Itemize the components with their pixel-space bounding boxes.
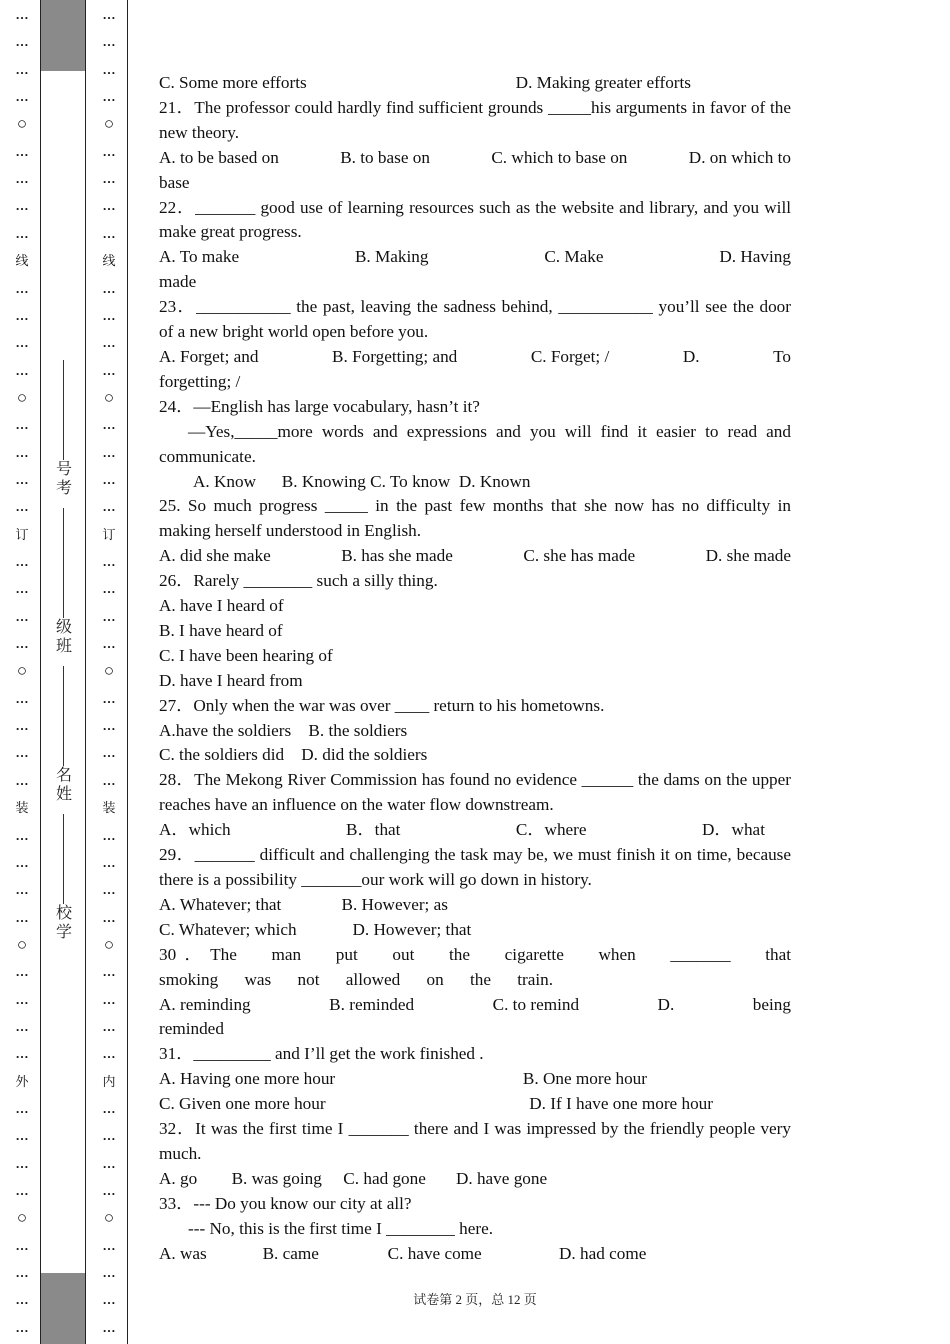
option-line: A. go B. was going C. had gone D. have gone bbox=[159, 1168, 548, 1188]
question-26: 26．Rarely ________ such a silly thing. bbox=[159, 571, 438, 591]
margin-dots: … bbox=[102, 34, 116, 50]
option-continuation: forgetting; / bbox=[159, 371, 241, 391]
margin-dots: … bbox=[102, 444, 116, 460]
info-label: 校 bbox=[55, 905, 72, 922]
option-line: C. Whatever; which D. However; that bbox=[159, 919, 472, 939]
outer-margin-marks bbox=[9, 0, 35, 1344]
margin-dots: … bbox=[15, 307, 29, 323]
option: B．that bbox=[346, 820, 401, 840]
margin-dots: … bbox=[102, 61, 116, 77]
info-label: 级 bbox=[55, 619, 72, 636]
margin-label: 装 bbox=[15, 800, 29, 816]
option: C．where bbox=[515, 820, 587, 840]
margin-dots: … bbox=[15, 280, 29, 296]
option-line: A.have the soldiers B. the soldiers bbox=[159, 720, 408, 740]
margin-dots: … bbox=[102, 581, 116, 597]
margin-circle-icon: ○ bbox=[103, 661, 115, 681]
option: A. Forget; and bbox=[159, 346, 259, 366]
margin-label: 订 bbox=[15, 526, 29, 542]
outer-margin-rule bbox=[40, 0, 41, 1344]
option: C. Given one more hour bbox=[159, 1094, 326, 1114]
option: D. If I have one more hour bbox=[529, 1094, 713, 1114]
option-row bbox=[159, 71, 791, 96]
margin-dots: … bbox=[15, 745, 29, 761]
option-continuation: base bbox=[159, 172, 190, 192]
margin-dots: … bbox=[15, 991, 29, 1007]
margin-dots: … bbox=[102, 1101, 116, 1116]
margin-dots: … bbox=[15, 1292, 29, 1308]
option-row bbox=[159, 146, 791, 171]
margin-dots: … bbox=[15, 7, 29, 22]
inner-margin-marks bbox=[96, 0, 122, 1344]
margin-dots: … bbox=[102, 608, 116, 624]
option: D. Making greater efforts bbox=[515, 73, 691, 92]
school-blank bbox=[63, 814, 66, 904]
margin-dots: … bbox=[102, 307, 116, 323]
margin-dots: … bbox=[102, 171, 116, 187]
margin-dots: … bbox=[102, 718, 116, 734]
option: D. bbox=[682, 346, 700, 366]
option-row bbox=[159, 818, 791, 843]
class-blank bbox=[63, 508, 66, 618]
option: B. Forgetting; and bbox=[332, 346, 458, 366]
option: C. Forget; / bbox=[530, 346, 610, 366]
margin-circle-icon: ○ bbox=[103, 934, 115, 954]
question-30: 30．The man put out the cigarette when _______ that smoking was not allowed on the train. bbox=[159, 944, 791, 989]
option: A. To make bbox=[159, 247, 240, 267]
margin-dots: … bbox=[102, 1155, 116, 1171]
option: C. she has made bbox=[523, 546, 636, 566]
margin-dots: … bbox=[102, 1292, 116, 1308]
option-line: C. the soldiers did D. did the soldiers bbox=[159, 745, 428, 765]
question-32: 32．It was the first time I _______ there and I was impressed by the friendly people very much. bbox=[159, 1119, 791, 1163]
option: C. to remind bbox=[492, 994, 580, 1014]
option-line: C. I have been hearing of bbox=[159, 645, 333, 665]
inner-margin-rule-right bbox=[127, 0, 128, 1344]
margin-dots: … bbox=[15, 34, 29, 50]
margin-dots: … bbox=[15, 417, 29, 433]
option: B. has she made bbox=[341, 546, 453, 566]
margin-dots: … bbox=[15, 1046, 29, 1062]
option-line: A. Know B. Knowing C. To know D. Known bbox=[193, 471, 531, 491]
margin-label: 内 bbox=[102, 1073, 116, 1089]
dialogue-line: --- No, this is the first time I ________ here. bbox=[188, 1218, 494, 1238]
margin-circle-icon: ○ bbox=[16, 661, 28, 681]
margin-dots: … bbox=[102, 1018, 116, 1034]
margin-dots: … bbox=[15, 1319, 29, 1335]
margin-dots: … bbox=[102, 280, 116, 296]
option: D. bbox=[657, 994, 675, 1014]
info-label: 号 bbox=[55, 461, 72, 478]
margin-dots: … bbox=[15, 444, 29, 460]
option: A. Having one more hour bbox=[159, 1069, 336, 1089]
question-24: 24．—English has large vocabulary, hasn’t it? bbox=[159, 396, 480, 416]
info-label: 名 bbox=[55, 767, 72, 784]
margin-dots: … bbox=[102, 554, 116, 569]
option: C. which to base on bbox=[491, 147, 628, 167]
margin-dots: … bbox=[15, 198, 29, 214]
margin-dots: … bbox=[102, 335, 116, 351]
option-continuation: made bbox=[159, 272, 197, 292]
option: D. she made bbox=[705, 546, 791, 566]
margin-circle-icon: ○ bbox=[16, 1208, 28, 1228]
margin-dots: … bbox=[15, 1101, 29, 1116]
margin-dots: … bbox=[102, 882, 116, 898]
margin-dots: … bbox=[15, 89, 29, 105]
margin-dots: … bbox=[102, 772, 116, 788]
margin-dots: … bbox=[15, 772, 29, 788]
gray-band-bottom bbox=[41, 1273, 85, 1344]
margin-dots: … bbox=[102, 499, 116, 515]
margin-dots: … bbox=[15, 1183, 29, 1199]
option: To bbox=[773, 346, 791, 366]
option: C. Some more efforts bbox=[159, 73, 307, 92]
margin-dots: … bbox=[15, 854, 29, 870]
option: B. One more hour bbox=[522, 1069, 647, 1089]
page-footer: 试卷第 2 页，总 12 页 bbox=[413, 1292, 537, 1307]
margin-dots: … bbox=[15, 909, 29, 925]
option-line: A. was B. came C. have come D. had come bbox=[159, 1243, 647, 1263]
margin-dots: … bbox=[15, 499, 29, 515]
question-28: 28．The Mekong River Commission has found no evidence ______ the dams on the upper reaches have an influence on the water flow downstream. bbox=[159, 770, 791, 815]
margin-dots: … bbox=[102, 1319, 116, 1335]
option: D. on which to bbox=[688, 147, 791, 167]
margin-dots: … bbox=[102, 909, 116, 925]
option-row bbox=[159, 1092, 791, 1117]
option: B. reminded bbox=[329, 994, 415, 1014]
exam-number-blank bbox=[63, 360, 66, 460]
gray-band-top bbox=[41, 0, 85, 71]
margin-dots: … bbox=[15, 1128, 29, 1144]
name-blank bbox=[63, 666, 66, 766]
margin-dots: … bbox=[102, 143, 116, 159]
margin-dots: … bbox=[102, 1237, 116, 1253]
option-row bbox=[159, 245, 791, 270]
option: D. Having bbox=[719, 247, 791, 267]
option: A. reminding bbox=[159, 994, 251, 1014]
margin-dots: … bbox=[102, 1265, 116, 1281]
margin-dots: … bbox=[102, 690, 116, 706]
margin-dots: … bbox=[102, 225, 116, 241]
margin-label: 装 bbox=[102, 800, 116, 816]
margin-dots: … bbox=[102, 471, 116, 487]
margin-circle-icon: ○ bbox=[103, 114, 115, 134]
question-27: 27．Only when the war was over ____ return to his hometowns. bbox=[159, 695, 605, 715]
margin-dots: … bbox=[102, 854, 116, 870]
margin-circle-icon: ○ bbox=[103, 1208, 115, 1228]
margin-dots: … bbox=[102, 827, 116, 843]
margin-dots: … bbox=[102, 417, 116, 433]
option: A．which bbox=[159, 820, 231, 840]
option-continuation: reminded bbox=[159, 1019, 224, 1039]
margin-dots: … bbox=[15, 1155, 29, 1171]
option: A. did she make bbox=[159, 546, 271, 566]
margin-dots: … bbox=[102, 198, 116, 214]
question-31: 31．_________ and I’ll get the work finished . bbox=[159, 1044, 484, 1064]
option-line: B. I have heard of bbox=[159, 620, 283, 640]
margin-dots: … bbox=[15, 362, 29, 378]
option-line: D. have I heard from bbox=[159, 670, 303, 690]
margin-label: 订 bbox=[102, 526, 116, 542]
question-22: 22．_______ good use of learning resources such as the website and library, and you will make great progress. bbox=[159, 197, 791, 242]
margin-dots: … bbox=[15, 471, 29, 487]
option-line: A. Whatever; that B. However; as bbox=[159, 894, 448, 914]
margin-dots: … bbox=[15, 554, 29, 569]
margin-circle-icon: ○ bbox=[103, 387, 115, 407]
margin-dots: … bbox=[15, 143, 29, 159]
info-label: 学 bbox=[55, 924, 72, 941]
option: C. Make bbox=[544, 247, 604, 267]
margin-dots: … bbox=[102, 7, 116, 22]
option-row bbox=[159, 345, 791, 370]
margin-dots: … bbox=[15, 335, 29, 351]
margin-dots: … bbox=[102, 89, 116, 105]
margin-circle-icon: ○ bbox=[16, 387, 28, 407]
question-21: 21．The professor could hardly find sufficient grounds _____his arguments in favor of the new theory. bbox=[159, 97, 791, 142]
margin-dots: … bbox=[15, 171, 29, 187]
option: B. to base on bbox=[340, 147, 430, 167]
margin-dots: … bbox=[15, 225, 29, 241]
margin-dots: … bbox=[15, 581, 29, 597]
info-label: 班 bbox=[55, 638, 72, 655]
dialogue-line: —Yes,_____more words and expressions and you will find it easier to read and communicate. bbox=[159, 421, 791, 466]
exam-questions bbox=[159, 71, 791, 1267]
question-23: 23．___________ the past, leaving the sadness behind, ___________ you’ll see the door of a new bright world open before you. bbox=[159, 297, 791, 342]
margin-dots: … bbox=[15, 718, 29, 734]
student-info-column bbox=[52, 360, 76, 942]
option-row bbox=[159, 993, 791, 1018]
margin-dots: … bbox=[15, 1237, 29, 1253]
margin-circle-icon: ○ bbox=[16, 934, 28, 954]
margin-dots: … bbox=[15, 690, 29, 706]
option: being bbox=[752, 994, 791, 1014]
margin-dots: … bbox=[15, 882, 29, 898]
margin-dots: … bbox=[102, 1046, 116, 1062]
margin-dots: … bbox=[102, 745, 116, 761]
margin-label: 外 bbox=[15, 1073, 29, 1089]
margin-dots: … bbox=[15, 1265, 29, 1281]
margin-dots: … bbox=[15, 636, 29, 652]
option: D．what bbox=[701, 820, 765, 840]
option: B. Making bbox=[354, 247, 429, 267]
margin-dots: … bbox=[102, 1183, 116, 1199]
option-line: A. have I heard of bbox=[159, 596, 284, 616]
question-33: 33．--- Do you know our city at all? bbox=[159, 1193, 412, 1213]
question-29: 29．_______ difficult and challenging the task may be, we must finish it on time, because there is a possibility _______our work will go down in history. bbox=[159, 845, 791, 889]
margin-dots: … bbox=[15, 61, 29, 77]
margin-label: 线 bbox=[15, 253, 29, 269]
margin-dots: … bbox=[15, 964, 29, 980]
margin-dots: … bbox=[102, 1128, 116, 1144]
margin-dots: … bbox=[102, 964, 116, 980]
margin-dots: … bbox=[102, 991, 116, 1007]
margin-circle-icon: ○ bbox=[16, 114, 28, 134]
option: A. to be based on bbox=[159, 147, 279, 167]
margin-dots: … bbox=[102, 636, 116, 652]
margin-label: 线 bbox=[102, 253, 116, 269]
margin-dots: … bbox=[102, 362, 116, 378]
inner-margin-rule-left bbox=[85, 0, 86, 1344]
option-row bbox=[159, 544, 791, 569]
info-label: 考 bbox=[55, 480, 72, 497]
margin-dots: … bbox=[15, 608, 29, 624]
question-25: 25. So much progress _____ in the past few months that she now has no difficulty in making herself understood in English. bbox=[159, 496, 791, 541]
margin-dots: … bbox=[15, 827, 29, 843]
option-row bbox=[159, 1067, 791, 1092]
margin-dots: … bbox=[15, 1018, 29, 1034]
info-label: 姓 bbox=[55, 786, 72, 803]
